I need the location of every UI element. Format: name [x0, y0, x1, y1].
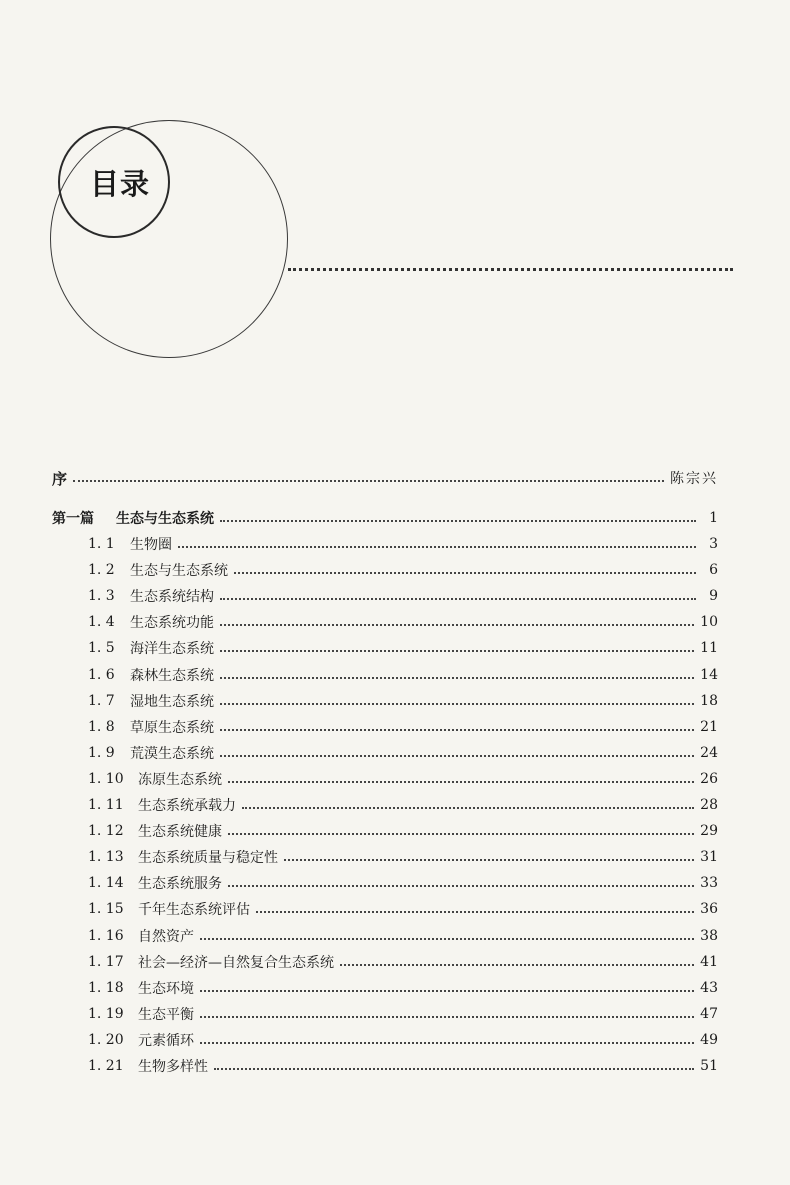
section-title: 元素循环 — [138, 1032, 194, 1049]
dot-leader — [178, 546, 696, 548]
part-page: 1 — [709, 510, 718, 526]
section-page: 18 — [700, 692, 718, 709]
section-page: 11 — [700, 640, 718, 657]
preface-label: 序 — [52, 469, 68, 488]
section-number: 1. 8 — [88, 718, 115, 735]
section-page: 51 — [700, 1058, 718, 1074]
toc-section-row[interactable] — [88, 898, 718, 920]
toc-section-row[interactable] — [88, 1029, 718, 1051]
section-title: 生态系统结构 — [130, 589, 214, 606]
toc-section-row[interactable] — [88, 664, 718, 686]
section-title: 森林生态系统 — [130, 667, 214, 684]
section-title: 湿地生态系统 — [130, 693, 214, 710]
section-number: 1. 15 — [88, 901, 124, 918]
section-page: 31 — [700, 849, 718, 866]
section-page: 36 — [700, 901, 718, 918]
toc-section-row[interactable] — [88, 951, 718, 973]
section-page: 21 — [700, 718, 718, 735]
section-title: 生态平衡 — [138, 1006, 194, 1023]
dot-leader — [256, 911, 694, 913]
toc-section-row[interactable] — [88, 533, 718, 555]
toc-section-row[interactable] — [88, 977, 718, 999]
section-number: 1. 20 — [88, 1031, 124, 1048]
toc-part-row[interactable] — [52, 507, 718, 529]
section-number: 1. 13 — [88, 849, 124, 866]
section-number: 1. 6 — [88, 666, 115, 683]
dot-leader — [220, 677, 694, 679]
part-number: 第一篇 — [52, 511, 94, 527]
section-page: 49 — [700, 1031, 718, 1048]
part-title: 生态与生态系统 — [116, 511, 214, 527]
section-page: 33 — [700, 875, 718, 892]
section-number: 1. 2 — [88, 562, 115, 579]
section-number: 1. 21 — [88, 1058, 124, 1074]
section-title: 生态系统服务 — [138, 876, 222, 893]
dot-leader — [200, 990, 694, 992]
section-number: 1. 1 — [88, 536, 115, 552]
toc-section-row[interactable] — [88, 690, 718, 712]
dot-leader — [220, 598, 696, 600]
toc-section-row[interactable] — [88, 611, 718, 633]
page-title: 目录 — [90, 167, 151, 201]
toc-section-row[interactable] — [88, 716, 718, 738]
section-number: 1. 16 — [88, 927, 124, 944]
section-title: 荒漠生态系统 — [130, 745, 214, 762]
dot-leader — [284, 859, 694, 861]
section-number: 1. 11 — [88, 797, 124, 813]
section-title: 社会—经济—自然复合生态系统 — [138, 954, 334, 971]
section-title: 生态系统健康 — [138, 824, 222, 841]
toc-section-row[interactable] — [88, 872, 718, 894]
dot-leader — [214, 1068, 694, 1070]
section-number: 1. 17 — [88, 953, 124, 970]
dot-leader — [228, 833, 694, 835]
section-title: 生物多样性 — [138, 1059, 208, 1075]
section-page: 26 — [700, 770, 718, 787]
dot-leader — [200, 1016, 694, 1018]
section-number: 1. 9 — [88, 744, 115, 761]
toc-section-row[interactable] — [88, 585, 718, 607]
toc-section-row[interactable] — [88, 846, 718, 868]
section-page: 47 — [700, 1005, 718, 1022]
section-title: 海洋生态系统 — [130, 641, 214, 658]
dot-leader — [220, 703, 694, 705]
dot-leader — [200, 938, 694, 940]
section-title: 生态系统功能 — [130, 615, 214, 632]
toc-section-row[interactable] — [88, 820, 718, 842]
section-number: 1. 19 — [88, 1005, 124, 1022]
section-title: 生态系统质量与稳定性 — [138, 850, 278, 867]
section-number: 1. 10 — [88, 770, 124, 787]
dot-leader — [200, 1042, 694, 1044]
dot-leader — [234, 572, 696, 574]
toc-section-row[interactable] — [88, 1003, 718, 1025]
toc-section-row[interactable] — [88, 1055, 718, 1077]
section-page: 10 — [700, 614, 718, 631]
section-title: 草原生态系统 — [130, 719, 214, 736]
section-page: 28 — [700, 797, 718, 813]
dot-leader — [340, 964, 694, 966]
section-title: 生态环境 — [138, 980, 194, 997]
section-number: 1. 3 — [88, 588, 115, 605]
section-title: 自然资产 — [138, 928, 194, 945]
dot-leader — [73, 480, 664, 482]
section-number: 1. 5 — [88, 640, 115, 657]
section-title: 千年生态系统评估 — [138, 902, 250, 919]
dot-leader — [228, 885, 694, 887]
toc-section-row[interactable] — [88, 637, 718, 659]
section-page: 14 — [700, 666, 718, 683]
section-page: 43 — [700, 979, 718, 996]
section-page: 6 — [709, 562, 718, 579]
section-page: 24 — [700, 744, 718, 761]
section-number: 1. 12 — [88, 823, 124, 840]
section-page: 29 — [700, 823, 718, 840]
dot-leader — [220, 650, 694, 652]
section-number: 1. 4 — [88, 614, 115, 631]
section-number: 1. 7 — [88, 692, 115, 709]
section-page: 3 — [709, 536, 718, 552]
dot-leader — [228, 781, 694, 783]
toc-section-row[interactable] — [88, 559, 718, 581]
toc-section-row[interactable] — [88, 925, 718, 947]
section-title: 冻原生态系统 — [138, 771, 222, 788]
toc-section-row[interactable] — [88, 794, 718, 816]
section-number: 1. 18 — [88, 979, 124, 996]
section-page: 9 — [709, 588, 718, 605]
title-dotted-rule — [288, 268, 733, 271]
preface-author: 陈宗兴 — [670, 471, 718, 487]
dot-leader — [220, 520, 696, 522]
section-title: 生物圈 — [130, 537, 172, 553]
dot-leader — [220, 729, 694, 731]
dot-leader — [220, 755, 694, 757]
toc-section-row[interactable] — [88, 768, 718, 790]
dot-leader — [220, 624, 694, 626]
section-title: 生态系统承载力 — [138, 798, 236, 814]
section-page: 41 — [700, 953, 718, 970]
section-page: 38 — [700, 927, 718, 944]
toc-preface-row[interactable] — [52, 467, 718, 489]
dot-leader — [242, 807, 694, 809]
section-number: 1. 14 — [88, 875, 124, 892]
section-title: 生态与生态系统 — [130, 563, 228, 580]
toc-section-row[interactable] — [88, 742, 718, 764]
